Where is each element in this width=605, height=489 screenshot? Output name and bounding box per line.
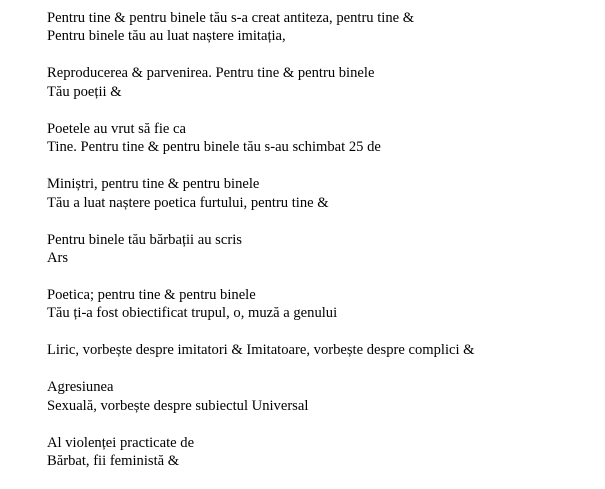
poem-line: Pentru tine & pentru binele tău s-a creat antiteza, pentru tine & <box>47 10 415 26</box>
poem-body <box>47 9 597 489</box>
poem-line: Liric, vorbește despre imitatori & Imitatoare, vorbește despre complici & <box>47 342 475 359</box>
poem-line: Poetele au vrut să fie ca <box>47 120 186 137</box>
poem-line: Tău poeții & <box>47 83 122 100</box>
poem-line: Bărbat, fii feministă & <box>47 453 180 470</box>
poem-line: Agresiunea <box>47 379 114 396</box>
stanza-5 <box>47 231 597 268</box>
stanza-2 <box>47 64 597 101</box>
poem-line: Sexuală, vorbește despre subiectul Universal <box>47 397 309 414</box>
poem-line: Pentru binele tău au luat naștere imitația, <box>47 28 286 45</box>
stanza-4 <box>47 175 597 212</box>
stanza-3 <box>47 120 597 157</box>
stanza-1 <box>47 9 597 46</box>
stanza-7 <box>47 341 597 359</box>
poem-line: Reproducerea & parvenirea. Pentru tine & pentru binele <box>47 65 375 82</box>
stanza-8 <box>47 378 597 415</box>
poem-line: Tău ți-a fost obiectificat trupul, o, muză a genului <box>47 305 338 322</box>
poem-line: Pentru binele tău bărbații au scris <box>47 231 242 248</box>
poem-line: Miniștri, pentru tine & pentru binele <box>47 176 260 193</box>
poem-line: Tine. Pentru tine & pentru binele tău s-au schimbat 25 de <box>47 139 381 156</box>
poem-line: Tău a luat naștere poetica furtului, pentru tine & <box>47 194 329 211</box>
poem-line: Poetica; pentru tine & pentru binele <box>47 287 256 304</box>
poem-line: Ars <box>47 250 69 267</box>
poem-line: Al violenței practicate de <box>47 434 195 451</box>
stanza-9 <box>47 434 597 471</box>
stanza-6 <box>47 286 597 323</box>
